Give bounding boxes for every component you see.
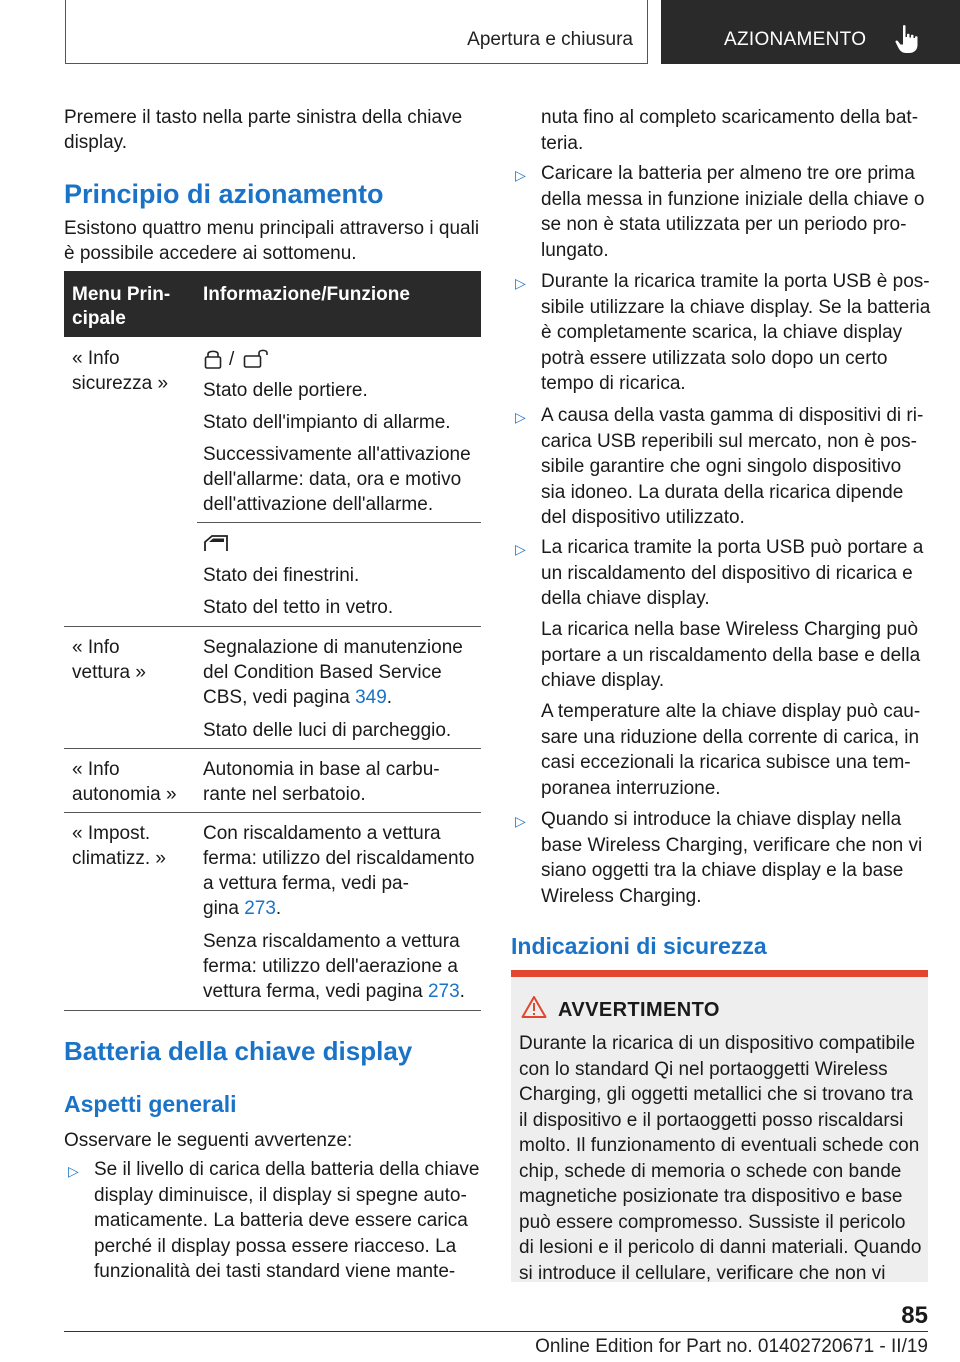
row4-dot-1: . xyxy=(275,898,282,919)
warning-triangle-icon xyxy=(521,995,547,1019)
bullet-2-line-4: lungato. xyxy=(541,239,609,261)
page-link-349[interactable]: 349 xyxy=(355,687,387,708)
row4-para2-line-3 xyxy=(203,979,465,1004)
bullet-1-line-2: display diminuisce, il display si spegne auto- xyxy=(94,1184,467,1206)
bullet-1-line-1: Se il livello di carica della batteria della chiave xyxy=(94,1159,480,1180)
warning-line-6: chip, schede di memoria o schede con bande xyxy=(519,1160,902,1182)
row1-line-portiere: Stato delle portiere. xyxy=(203,380,368,401)
table-row-3-menu xyxy=(72,757,177,807)
table-row-divider-2 xyxy=(64,748,481,749)
bullet-1-line-4: perché il display possa essere riacceso. La xyxy=(94,1235,457,1257)
bullet-3-text xyxy=(541,269,930,397)
bullet-5-p3-line-3: casi eccezionali la ricarica subisce una tem- xyxy=(541,752,911,773)
row4-paragraph-2 xyxy=(203,929,465,1004)
bullet-6-line-1: Quando si introduce la chiave display nella xyxy=(541,809,902,830)
table-row-4-menu xyxy=(72,821,166,871)
bullet-3-marker: ▷ xyxy=(515,275,526,291)
bullet-3-line-1: Durante la ricarica tramite la porta USB è pos- xyxy=(541,271,930,292)
warning-line-1: Durante la ricarica di un dispositivo compatibile xyxy=(519,1033,916,1054)
row3-para-line-2: rante nel serbatoio. xyxy=(203,784,366,805)
row1b-line-finestrini: Stato dei finestrini. xyxy=(203,565,360,586)
principio-line-2: è possibile accedere ai sottomenu. xyxy=(64,243,357,264)
warning-line-5: molto. Il funzionamento di eventuali schede con xyxy=(519,1135,920,1156)
bullet-3-line-4: potrà essere utilizzata solo dopo un certo xyxy=(541,347,888,369)
warning-text xyxy=(519,1031,921,1286)
row4-para-line-1: Con riscaldamento a vettura xyxy=(203,823,441,844)
warning-line-10: si introduce il cellulare, verificare che non vi xyxy=(519,1262,886,1284)
bullet-1-line-5: funzionalità dei tasti standard viene mante- xyxy=(94,1261,456,1282)
table-header-menu-line-2: cipale xyxy=(72,308,126,329)
table-header xyxy=(64,271,481,337)
row2-cbs-text: CBS, vedi pagina xyxy=(203,687,356,708)
bullet-4-line-1: A causa della vasta gamma di dispositivi di ri- xyxy=(541,405,924,426)
row1-para-line-1: Successivamente all'attivazione xyxy=(203,444,471,465)
bullet-1-line-3: maticamente. La batteria deve essere carica xyxy=(94,1210,468,1231)
bullet-4-line-2: carica USB reperibili sul mercato, non è pos- xyxy=(541,430,917,452)
bullet-4-text xyxy=(541,403,923,531)
table-row-divider-3 xyxy=(64,812,481,813)
row3-para-line-1: Autonomia in base al carbu- xyxy=(203,759,440,780)
bullet-6-line-4: Wireless Charging. xyxy=(541,885,702,907)
row1-menu-line-2: sicurezza » xyxy=(72,373,169,394)
bullet-5-line-1: La ricarica tramite la porta USB può portare a xyxy=(541,537,924,558)
bullet-2-line-1: Caricare la batteria per almeno tre ore prima xyxy=(541,163,915,184)
row1-para-line-3: dell'attivazione dell'allarme. xyxy=(203,494,434,515)
heading-sicurezza: Indicazioni di sicurezza xyxy=(511,933,767,959)
row4-menu-line-1: « Impost. xyxy=(72,823,151,844)
bullet-2-marker: ▷ xyxy=(515,167,526,183)
bullet-4-line-3: sibile garantire che ogni singolo dispositivo xyxy=(541,456,902,477)
intro-line-2: display. xyxy=(64,132,128,153)
row4-para-line-2: ferma: utilizzo del riscaldamento xyxy=(203,848,475,869)
footer-rule xyxy=(64,1331,928,1332)
row2-line-luci: Stato delle luci di parcheggio. xyxy=(203,720,452,741)
principio-line-1: Esistono quattro menu principali attraverso i quali xyxy=(64,218,480,239)
continuation-text xyxy=(541,105,918,156)
row1-menu-line-1: « Info xyxy=(72,348,120,369)
row3-paragraph xyxy=(203,757,440,807)
row3-menu-line-2: autonomia » xyxy=(72,784,177,805)
page-number: 85 xyxy=(901,1302,928,1329)
row4-menu-line-2: climatizz. » xyxy=(72,848,166,869)
row4-para-line-4 xyxy=(203,896,474,921)
aspetti-text: Osservare le seguenti avvertenze: xyxy=(64,1130,353,1151)
table-row-1-menu xyxy=(72,346,168,396)
table-row-2-menu xyxy=(72,635,146,685)
warning-line-7: magnetiche posizionate tra dispositivo e base xyxy=(519,1186,903,1207)
bullet-4-marker: ▷ xyxy=(515,409,526,425)
row2-para-line-1: Segnalazione di manutenzione xyxy=(203,637,463,658)
bullet-3-line-3: è completamente scarica, la chiave display xyxy=(541,322,903,343)
row1b-line-tetto: Stato del tetto in vetro. xyxy=(203,597,394,618)
row4-last-text: vettura ferma, vedi pagina xyxy=(203,981,428,1002)
row4-para2-line-2: ferma: utilizzo dell'aerazione a xyxy=(203,956,458,977)
row1-para-line-2: dell'allarme: data, ora e motivo xyxy=(203,469,462,490)
chapter-title: AZIONAMENTO xyxy=(724,29,867,50)
warning-line-9: di lesioni e il pericolo di danni materiali. Quando xyxy=(519,1237,922,1258)
intro-line-1: Premere il tasto nella parte sinistra della chiave xyxy=(64,107,463,128)
header-section-tab xyxy=(65,0,648,64)
table-row-divider-1 xyxy=(64,626,481,627)
table-header-menu xyxy=(72,283,190,331)
bullet-2-text xyxy=(541,161,924,263)
bullet-4-line-5: del dispositivo utilizzato. xyxy=(541,507,745,528)
table-subrow-divider xyxy=(197,522,481,523)
bullet-6-line-3: siano oggetti tra la chiave display e la base xyxy=(541,860,904,881)
lock-closed-icon xyxy=(204,348,222,370)
row2-cbs-dot: . xyxy=(386,687,393,708)
warning-line-8: può essere compromesso. Sussiste il pericolo xyxy=(519,1211,906,1233)
row2-para-line-3 xyxy=(203,685,463,710)
bullet-5-line-3: della chiave display. xyxy=(541,588,710,609)
row1-paragraph xyxy=(203,442,471,517)
row2-menu-line-2: vettura » xyxy=(72,662,146,683)
heading-batteria: Batteria della chiave display xyxy=(64,1036,413,1066)
section-title: Apertura e chiusura xyxy=(467,29,633,50)
bullet-5-p3-line-4: poranea interruzione. xyxy=(541,777,721,799)
bullet-3-line-5: tempo di ricarica. xyxy=(541,373,686,394)
table-bottom-rule xyxy=(64,1010,481,1011)
bullet-2-line-3: se non è stata utilizzata per un periodo pro- xyxy=(541,214,907,235)
warning-line-2: con lo standard Qi nel portaoggetti Wireless xyxy=(519,1058,888,1080)
heading-principio: Principio di azionamento xyxy=(64,179,384,209)
hand-pointer-icon xyxy=(894,24,920,54)
bullet-5-text xyxy=(541,535,923,612)
page-link-273-b[interactable]: 273 xyxy=(427,981,460,1002)
row4-paragraph xyxy=(203,821,474,921)
bullet-4-line-4: sia idoneo. La durata della ricarica dipende xyxy=(541,481,904,503)
bullet-5-p2-line-2: portare a un riscaldamento della base e della xyxy=(541,644,921,666)
warning-line-3: Charging, gli oggetti metallici che si trovano tra xyxy=(519,1084,913,1105)
bullet-5-p2-line-3: chiave display. xyxy=(541,670,665,691)
table-header-menu-line-1: Menu Prin- xyxy=(72,284,171,305)
bullet-5-p3-line-2: sare una riduzione della corrente di carica, in xyxy=(541,726,920,748)
bullet-6-line-2: base Wireless Charging, verificare che non vi xyxy=(541,834,923,856)
warning-bar xyxy=(511,970,928,977)
bullet-5-para-2 xyxy=(541,617,920,694)
bullet-5-p2-line-1: La ricarica nella base Wireless Charging può xyxy=(541,619,919,640)
car-window-icon xyxy=(203,533,229,553)
row4-para2-line-1: Senza riscaldamento a vettura xyxy=(203,931,460,952)
lock-icon-separator: / xyxy=(229,349,235,370)
bullet-1-marker: ▷ xyxy=(68,1163,79,1179)
page-link-273-a[interactable]: 273 xyxy=(244,898,276,919)
bullet-5-para-3 xyxy=(541,699,920,801)
bullet-5-line-2: un riscaldamento del dispositivo di ricarica e xyxy=(541,562,913,584)
row2-para-line-2: del Condition Based Service xyxy=(203,662,442,683)
lock-open-icon xyxy=(243,347,269,369)
header-chapter-tab xyxy=(661,0,960,64)
cont-line-2: teria. xyxy=(541,132,584,154)
row4-dot-2: . xyxy=(459,981,465,1002)
row4-para-line-3: a vettura ferma, vedi pa- xyxy=(203,873,409,894)
bullet-5-p3-line-1: A temperature alte la chiave display può cau- xyxy=(541,701,921,722)
bullet-6-text xyxy=(541,807,922,909)
bullet-1-text xyxy=(94,1157,479,1285)
bullet-5-marker: ▷ xyxy=(515,541,526,557)
table-header-info: Informazione/Funzione xyxy=(203,284,410,305)
footer-edition: Online Edition for Part no. 01402720671 - II/19 xyxy=(535,1336,928,1357)
cont-line-1: nuta fino al completo scaricamento della bat- xyxy=(541,107,919,128)
row3-menu-line-1: « Info xyxy=(72,759,120,780)
warning-line-4: il dispositivo e il portaoggetti posso riscaldarsi xyxy=(519,1109,904,1131)
bullet-6-marker: ▷ xyxy=(515,813,526,829)
row4-gina-text: gina xyxy=(203,898,245,919)
row2-paragraph xyxy=(203,635,463,710)
row2-menu-line-1: « Info xyxy=(72,637,120,658)
warning-title: AVVERTIMENTO xyxy=(558,999,720,1021)
bullet-2-line-2: della messa in funzione iniziale della chiave o xyxy=(541,188,925,210)
row1-line-allarme: Stato dell'impianto di allarme. xyxy=(203,412,451,433)
bullet-3-line-2: sibile utilizzare la chiave display. Se la batteria xyxy=(541,296,931,318)
heading-aspetti: Aspetti generali xyxy=(64,1091,237,1117)
